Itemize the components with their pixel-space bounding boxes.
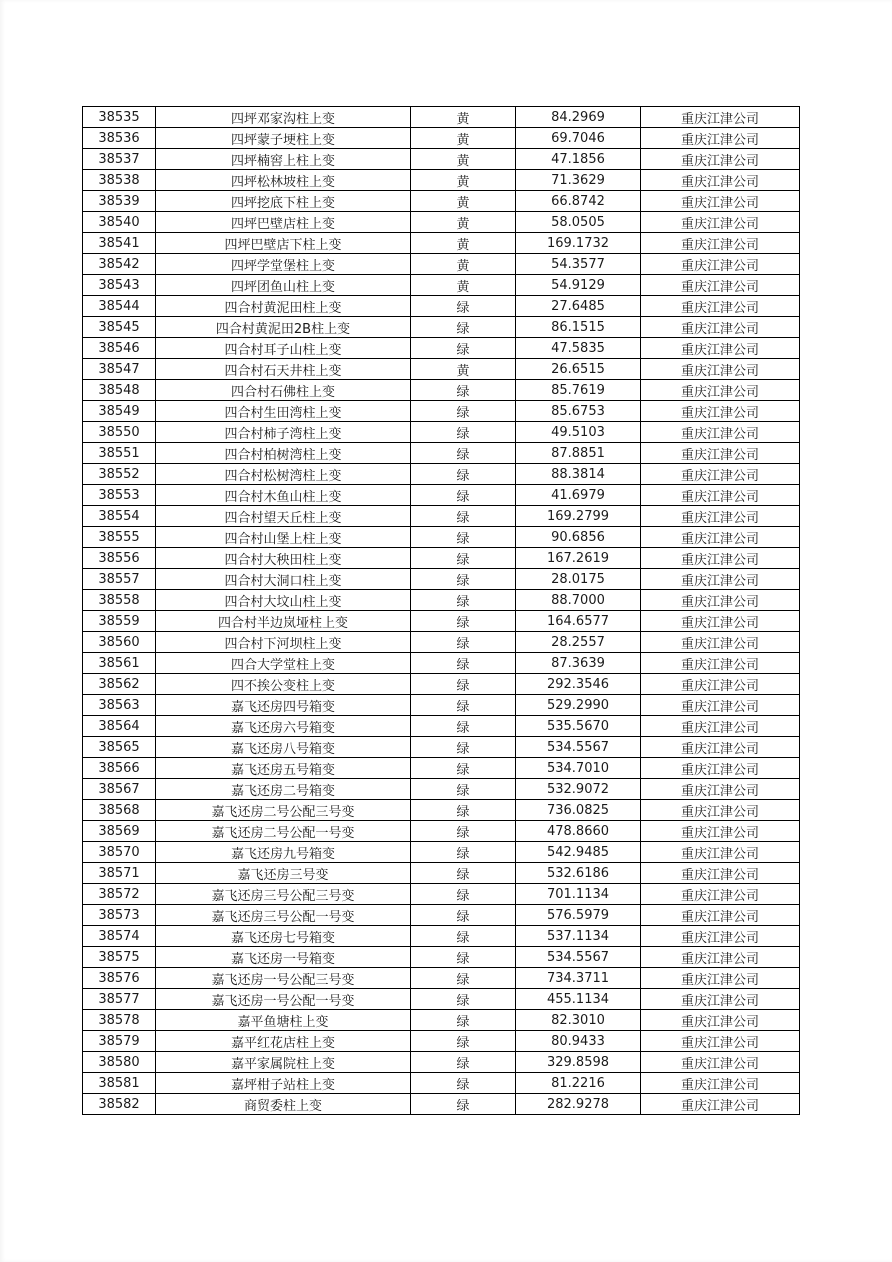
- cell-status: 绿: [411, 947, 516, 968]
- cell-name: 嘉飞还房一号箱变: [156, 947, 411, 968]
- table-row: [83, 716, 800, 737]
- cell-id: 38550: [83, 422, 156, 443]
- cell-company: 重庆江津公司: [641, 716, 800, 737]
- cell-company: 重庆江津公司: [641, 191, 800, 212]
- cell-company: 重庆江津公司: [641, 107, 800, 128]
- table-row: [83, 800, 800, 821]
- cell-value: 88.7000: [516, 590, 641, 611]
- cell-status: 绿: [411, 674, 516, 695]
- table-row: [83, 380, 800, 401]
- cell-id: 38537: [83, 149, 156, 170]
- table-row: [83, 947, 800, 968]
- table-row: [83, 128, 800, 149]
- cell-name: 四合村木鱼山柱上变: [156, 485, 411, 506]
- cell-status: 绿: [411, 527, 516, 548]
- cell-company: 重庆江津公司: [641, 590, 800, 611]
- table-row: [83, 968, 800, 989]
- cell-name: 四合村半边岚垭柱上变: [156, 611, 411, 632]
- cell-name: 嘉飞还房五号箱变: [156, 758, 411, 779]
- cell-company: 重庆江津公司: [641, 1052, 800, 1073]
- table-row: [83, 632, 800, 653]
- cell-status: 绿: [411, 653, 516, 674]
- cell-company: 重庆江津公司: [641, 863, 800, 884]
- cell-status: 绿: [411, 968, 516, 989]
- cell-status: 黄: [411, 170, 516, 191]
- cell-name: 四合村柿子湾柱上变: [156, 422, 411, 443]
- cell-name: 嘉飞还房九号箱变: [156, 842, 411, 863]
- cell-value: 164.6577: [516, 611, 641, 632]
- cell-value: 537.1134: [516, 926, 641, 947]
- cell-value: 49.5103: [516, 422, 641, 443]
- cell-name: 嘉平家属院柱上变: [156, 1052, 411, 1073]
- cell-company: 重庆江津公司: [641, 653, 800, 674]
- cell-value: 169.1732: [516, 233, 641, 254]
- cell-value: 85.6753: [516, 401, 641, 422]
- cell-company: 重庆江津公司: [641, 947, 800, 968]
- cell-company: 重庆江津公司: [641, 842, 800, 863]
- cell-id: 38547: [83, 359, 156, 380]
- cell-id: 38538: [83, 170, 156, 191]
- cell-id: 38548: [83, 380, 156, 401]
- cell-id: 38567: [83, 779, 156, 800]
- cell-name: 嘉飞还房七号箱变: [156, 926, 411, 947]
- cell-status: 绿: [411, 548, 516, 569]
- table-row: [83, 989, 800, 1010]
- table-row: [83, 401, 800, 422]
- cell-name: 四合村大秧田柱上变: [156, 548, 411, 569]
- table-row: [83, 758, 800, 779]
- cell-status: 绿: [411, 611, 516, 632]
- table-row: [83, 653, 800, 674]
- cell-id: 38545: [83, 317, 156, 338]
- table-row: [83, 275, 800, 296]
- cell-company: 重庆江津公司: [641, 611, 800, 632]
- cell-value: 71.3629: [516, 170, 641, 191]
- cell-value: 169.2799: [516, 506, 641, 527]
- cell-company: 重庆江津公司: [641, 968, 800, 989]
- cell-id: 38571: [83, 863, 156, 884]
- cell-name: 嘉坪柑子站柱上变: [156, 1073, 411, 1094]
- cell-id: 38563: [83, 695, 156, 716]
- cell-name: 嘉飞还房三号公配三号变: [156, 884, 411, 905]
- cell-status: 黄: [411, 359, 516, 380]
- table-row: [83, 1052, 800, 1073]
- table-row: [83, 1031, 800, 1052]
- cell-status: 绿: [411, 1010, 516, 1031]
- cell-company: 重庆江津公司: [641, 149, 800, 170]
- table-row: [83, 485, 800, 506]
- cell-id: 38546: [83, 338, 156, 359]
- cell-id: 38560: [83, 632, 156, 653]
- cell-company: 重庆江津公司: [641, 254, 800, 275]
- cell-name: 四合村松树湾柱上变: [156, 464, 411, 485]
- table-row: [83, 548, 800, 569]
- cell-company: 重庆江津公司: [641, 443, 800, 464]
- cell-status: 黄: [411, 191, 516, 212]
- cell-status: 黄: [411, 149, 516, 170]
- cell-name: 四合村黄泥田2B柱上变: [156, 317, 411, 338]
- cell-status: 绿: [411, 842, 516, 863]
- table-row: [83, 884, 800, 905]
- cell-status: 绿: [411, 464, 516, 485]
- table-row: [83, 905, 800, 926]
- cell-value: 41.6979: [516, 485, 641, 506]
- cell-company: 重庆江津公司: [641, 422, 800, 443]
- table-row: [83, 926, 800, 947]
- cell-value: 534.5567: [516, 737, 641, 758]
- cell-id: 38580: [83, 1052, 156, 1073]
- cell-name: 嘉飞还房一号公配一号变: [156, 989, 411, 1010]
- cell-value: 734.3711: [516, 968, 641, 989]
- table-row: [83, 506, 800, 527]
- cell-company: 重庆江津公司: [641, 632, 800, 653]
- cell-name: 四合村石天井柱上变: [156, 359, 411, 380]
- cell-name: 嘉飞还房四号箱变: [156, 695, 411, 716]
- cell-value: 542.9485: [516, 842, 641, 863]
- cell-company: 重庆江津公司: [641, 1094, 800, 1115]
- table-row: [83, 863, 800, 884]
- cell-status: 绿: [411, 590, 516, 611]
- cell-company: 重庆江津公司: [641, 506, 800, 527]
- cell-status: 绿: [411, 926, 516, 947]
- cell-status: 绿: [411, 569, 516, 590]
- cell-name: 四坪挖底下柱上变: [156, 191, 411, 212]
- cell-name: 嘉飞还房八号箱变: [156, 737, 411, 758]
- cell-id: 38570: [83, 842, 156, 863]
- cell-status: 绿: [411, 296, 516, 317]
- cell-company: 重庆江津公司: [641, 1031, 800, 1052]
- cell-status: 绿: [411, 737, 516, 758]
- cell-value: 455.1134: [516, 989, 641, 1010]
- cell-name: 嘉飞还房三号公配一号变: [156, 905, 411, 926]
- cell-name: 四坪学堂堡柱上变: [156, 254, 411, 275]
- cell-id: 38579: [83, 1031, 156, 1052]
- cell-value: 529.2990: [516, 695, 641, 716]
- cell-status: 绿: [411, 317, 516, 338]
- cell-company: 重庆江津公司: [641, 548, 800, 569]
- cell-name: 嘉飞还房六号箱变: [156, 716, 411, 737]
- cell-value: 478.8660: [516, 821, 641, 842]
- cell-status: 绿: [411, 1052, 516, 1073]
- cell-name: 嘉飞还房二号公配三号变: [156, 800, 411, 821]
- cell-id: 38565: [83, 737, 156, 758]
- cell-id: 38572: [83, 884, 156, 905]
- cell-status: 绿: [411, 989, 516, 1010]
- cell-id: 38573: [83, 905, 156, 926]
- cell-status: 黄: [411, 212, 516, 233]
- cell-name: 嘉平鱼塘柱上变: [156, 1010, 411, 1031]
- cell-company: 重庆江津公司: [641, 233, 800, 254]
- transformer-table-body: [83, 107, 800, 1115]
- cell-company: 重庆江津公司: [641, 338, 800, 359]
- cell-value: 576.5979: [516, 905, 641, 926]
- cell-name: 四合村大洞口柱上变: [156, 569, 411, 590]
- table-row: [83, 422, 800, 443]
- cell-name: 四合村望天丘柱上变: [156, 506, 411, 527]
- cell-value: 54.3577: [516, 254, 641, 275]
- cell-id: 38536: [83, 128, 156, 149]
- cell-id: 38564: [83, 716, 156, 737]
- cell-value: 69.7046: [516, 128, 641, 149]
- cell-status: 绿: [411, 401, 516, 422]
- cell-status: 绿: [411, 506, 516, 527]
- cell-id: 38578: [83, 1010, 156, 1031]
- cell-status: 绿: [411, 884, 516, 905]
- cell-value: 87.3639: [516, 653, 641, 674]
- table-row: [83, 443, 800, 464]
- table-row: [83, 695, 800, 716]
- cell-value: 66.8742: [516, 191, 641, 212]
- cell-value: 58.0505: [516, 212, 641, 233]
- cell-id: 38552: [83, 464, 156, 485]
- cell-company: 重庆江津公司: [641, 989, 800, 1010]
- cell-id: 38582: [83, 1094, 156, 1115]
- cell-value: 86.1515: [516, 317, 641, 338]
- table-row: [83, 821, 800, 842]
- table-row: [83, 1010, 800, 1031]
- cell-status: 绿: [411, 338, 516, 359]
- cell-company: 重庆江津公司: [641, 926, 800, 947]
- cell-company: 重庆江津公司: [641, 884, 800, 905]
- cell-name: 四坪楠窖上柱上变: [156, 149, 411, 170]
- table-row: [83, 1094, 800, 1115]
- cell-company: 重庆江津公司: [641, 128, 800, 149]
- cell-id: 38577: [83, 989, 156, 1010]
- cell-status: 绿: [411, 1073, 516, 1094]
- cell-id: 38576: [83, 968, 156, 989]
- table-row: [83, 233, 800, 254]
- cell-name: 商贸委柱上变: [156, 1094, 411, 1115]
- cell-status: 绿: [411, 443, 516, 464]
- table-row: [83, 170, 800, 191]
- cell-status: 黄: [411, 254, 516, 275]
- cell-status: 绿: [411, 863, 516, 884]
- cell-status: 绿: [411, 695, 516, 716]
- cell-name: 四合大学堂柱上变: [156, 653, 411, 674]
- cell-company: 重庆江津公司: [641, 1073, 800, 1094]
- cell-value: 534.5567: [516, 947, 641, 968]
- cell-value: 532.6186: [516, 863, 641, 884]
- cell-value: 87.8851: [516, 443, 641, 464]
- cell-value: 88.3814: [516, 464, 641, 485]
- cell-company: 重庆江津公司: [641, 485, 800, 506]
- cell-value: 701.1134: [516, 884, 641, 905]
- table-row: [83, 149, 800, 170]
- cell-company: 重庆江津公司: [641, 359, 800, 380]
- table-row: [83, 212, 800, 233]
- cell-value: 80.9433: [516, 1031, 641, 1052]
- cell-name: 四合村耳子山柱上变: [156, 338, 411, 359]
- cell-name: 四坪松林坡柱上变: [156, 170, 411, 191]
- cell-company: 重庆江津公司: [641, 674, 800, 695]
- cell-company: 重庆江津公司: [641, 212, 800, 233]
- cell-company: 重庆江津公司: [641, 170, 800, 191]
- cell-id: 38555: [83, 527, 156, 548]
- cell-value: 282.9278: [516, 1094, 641, 1115]
- cell-company: 重庆江津公司: [641, 296, 800, 317]
- cell-status: 黄: [411, 107, 516, 128]
- cell-name: 四坪巴壁店下柱上变: [156, 233, 411, 254]
- cell-id: 38553: [83, 485, 156, 506]
- cell-company: 重庆江津公司: [641, 800, 800, 821]
- cell-id: 38559: [83, 611, 156, 632]
- table-row: [83, 842, 800, 863]
- table-row: [83, 569, 800, 590]
- cell-value: 47.1856: [516, 149, 641, 170]
- cell-company: 重庆江津公司: [641, 779, 800, 800]
- cell-status: 黄: [411, 275, 516, 296]
- cell-id: 38558: [83, 590, 156, 611]
- cell-status: 绿: [411, 632, 516, 653]
- table-row: [83, 1073, 800, 1094]
- cell-id: 38544: [83, 296, 156, 317]
- cell-name: 嘉飞还房三号变: [156, 863, 411, 884]
- cell-value: 534.7010: [516, 758, 641, 779]
- cell-company: 重庆江津公司: [641, 758, 800, 779]
- cell-id: 38562: [83, 674, 156, 695]
- cell-value: 90.6856: [516, 527, 641, 548]
- table-row: [83, 674, 800, 695]
- table-row: [83, 590, 800, 611]
- cell-id: 38557: [83, 569, 156, 590]
- cell-company: 重庆江津公司: [641, 821, 800, 842]
- cell-status: 黄: [411, 128, 516, 149]
- cell-id: 38540: [83, 212, 156, 233]
- cell-company: 重庆江津公司: [641, 317, 800, 338]
- cell-id: 38569: [83, 821, 156, 842]
- cell-status: 黄: [411, 233, 516, 254]
- cell-name: 嘉飞还房二号公配一号变: [156, 821, 411, 842]
- cell-status: 绿: [411, 380, 516, 401]
- cell-value: 329.8598: [516, 1052, 641, 1073]
- table-row: [83, 737, 800, 758]
- cell-company: 重庆江津公司: [641, 905, 800, 926]
- table-row: [83, 317, 800, 338]
- table-row: [83, 338, 800, 359]
- cell-name: 四坪巴壁店柱上变: [156, 212, 411, 233]
- cell-id: 38535: [83, 107, 156, 128]
- table-row: [83, 107, 800, 128]
- cell-id: 38581: [83, 1073, 156, 1094]
- cell-status: 绿: [411, 716, 516, 737]
- cell-value: 27.6485: [516, 296, 641, 317]
- table-row: [83, 296, 800, 317]
- cell-name: 四合村石佛柱上变: [156, 380, 411, 401]
- cell-value: 28.0175: [516, 569, 641, 590]
- cell-value: 26.6515: [516, 359, 641, 380]
- cell-company: 重庆江津公司: [641, 527, 800, 548]
- cell-name: 四合村柏树湾柱上变: [156, 443, 411, 464]
- cell-value: 85.7619: [516, 380, 641, 401]
- cell-status: 绿: [411, 1031, 516, 1052]
- transformer-table: [82, 106, 800, 1115]
- cell-name: 嘉飞还房一号公配三号变: [156, 968, 411, 989]
- cell-company: 重庆江津公司: [641, 380, 800, 401]
- cell-name: 嘉平红花店柱上变: [156, 1031, 411, 1052]
- cell-name: 嘉飞还房二号箱变: [156, 779, 411, 800]
- cell-name: 四坪邓家沟柱上变: [156, 107, 411, 128]
- cell-company: 重庆江津公司: [641, 569, 800, 590]
- cell-status: 绿: [411, 485, 516, 506]
- cell-company: 重庆江津公司: [641, 1010, 800, 1031]
- cell-name: 四合村大坟山柱上变: [156, 590, 411, 611]
- cell-value: 736.0825: [516, 800, 641, 821]
- cell-company: 重庆江津公司: [641, 464, 800, 485]
- cell-status: 绿: [411, 422, 516, 443]
- cell-id: 38549: [83, 401, 156, 422]
- cell-value: 532.9072: [516, 779, 641, 800]
- cell-name: 四坪蒙子埂柱上变: [156, 128, 411, 149]
- cell-value: 292.3546: [516, 674, 641, 695]
- cell-id: 38574: [83, 926, 156, 947]
- cell-id: 38575: [83, 947, 156, 968]
- cell-id: 38554: [83, 506, 156, 527]
- cell-id: 38542: [83, 254, 156, 275]
- cell-value: 28.2557: [516, 632, 641, 653]
- cell-name: 四合村山堡上柱上变: [156, 527, 411, 548]
- table-row: [83, 359, 800, 380]
- cell-company: 重庆江津公司: [641, 275, 800, 296]
- cell-value: 84.2969: [516, 107, 641, 128]
- table-row: [83, 254, 800, 275]
- cell-id: 38566: [83, 758, 156, 779]
- cell-name: 四不挨公变柱上变: [156, 674, 411, 695]
- cell-name: 四合村生田湾柱上变: [156, 401, 411, 422]
- cell-id: 38541: [83, 233, 156, 254]
- table-row: [83, 527, 800, 548]
- cell-name: 四合村黄泥田柱上变: [156, 296, 411, 317]
- cell-name: 四合村下河坝柱上变: [156, 632, 411, 653]
- cell-status: 绿: [411, 1094, 516, 1115]
- table-row: [83, 779, 800, 800]
- cell-value: 54.9129: [516, 275, 641, 296]
- cell-company: 重庆江津公司: [641, 695, 800, 716]
- cell-name: 四坪团鱼山柱上变: [156, 275, 411, 296]
- cell-status: 绿: [411, 821, 516, 842]
- cell-status: 绿: [411, 758, 516, 779]
- cell-status: 绿: [411, 779, 516, 800]
- cell-id: 38543: [83, 275, 156, 296]
- cell-value: 535.5670: [516, 716, 641, 737]
- cell-id: 38556: [83, 548, 156, 569]
- cell-status: 绿: [411, 800, 516, 821]
- table-row: [83, 611, 800, 632]
- cell-id: 38561: [83, 653, 156, 674]
- cell-value: 82.3010: [516, 1010, 641, 1031]
- cell-value: 81.2216: [516, 1073, 641, 1094]
- cell-id: 38551: [83, 443, 156, 464]
- cell-status: 绿: [411, 905, 516, 926]
- cell-id: 38568: [83, 800, 156, 821]
- cell-value: 167.2619: [516, 548, 641, 569]
- cell-id: 38539: [83, 191, 156, 212]
- cell-company: 重庆江津公司: [641, 401, 800, 422]
- cell-value: 47.5835: [516, 338, 641, 359]
- cell-company: 重庆江津公司: [641, 737, 800, 758]
- table-row: [83, 191, 800, 212]
- table-row: [83, 464, 800, 485]
